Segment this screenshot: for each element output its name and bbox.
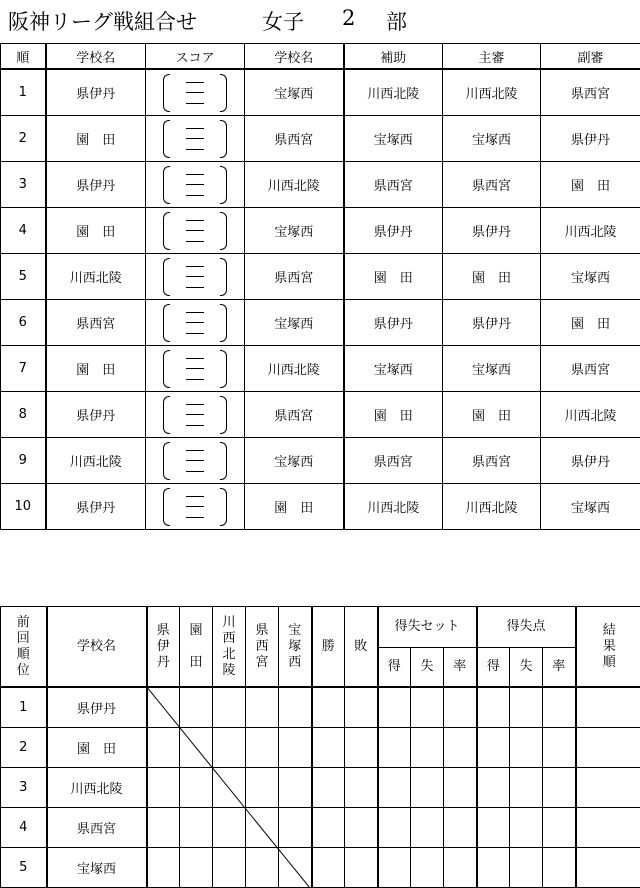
schedule-header-cell: スコア — [146, 44, 245, 70]
auxiliary-referee: 宝塚西 — [344, 116, 443, 162]
school-b: 宝塚西 — [245, 300, 344, 346]
school-a: 川西北陵 — [46, 438, 146, 484]
final-rank-cell — [576, 768, 640, 808]
stat-subheader: 率 — [444, 648, 477, 688]
school-b: 県西宮 — [245, 116, 344, 162]
stat-subheader: 率 — [543, 648, 576, 688]
win-cell — [312, 768, 345, 808]
result-cell — [180, 768, 213, 808]
schedule-header-cell: 学校名 — [46, 44, 146, 70]
standings-header-row — [1, 607, 640, 648]
main-referee: 川西北陵 — [443, 69, 541, 116]
match-number: 4 — [1, 208, 46, 254]
win-cell — [312, 687, 345, 728]
schedule-row — [1, 162, 640, 208]
set-stat-cell — [411, 728, 444, 768]
sub-referee: 川西北陵 — [541, 392, 640, 438]
result-cell — [246, 808, 279, 848]
result-cell — [279, 848, 312, 888]
set-stat-cell — [411, 848, 444, 888]
prev-rank: 3 — [1, 768, 47, 808]
schedule-row — [1, 208, 640, 254]
title-main: 阪神リーグ戦組合せ — [8, 10, 197, 34]
loss-cell — [345, 808, 378, 848]
main-referee: 宝塚西 — [443, 346, 541, 392]
standings-school: 宝塚西 — [47, 848, 147, 888]
set-stat-cell — [411, 687, 444, 728]
standings-row — [1, 687, 640, 728]
set-stat-cell — [378, 687, 411, 728]
standings-school: 園 田 — [47, 728, 147, 768]
loss-cell — [345, 687, 378, 728]
opponent-header: 川 西 北 陵 — [213, 607, 246, 688]
schedule-row — [1, 392, 640, 438]
point-stat-cell — [510, 768, 543, 808]
schedule-header-cell: 補助 — [344, 44, 443, 70]
school-b: 宝塚西 — [245, 438, 344, 484]
standings-school: 県西宮 — [47, 808, 147, 848]
result-cell — [180, 808, 213, 848]
prev-rank: 2 — [1, 728, 47, 768]
standings-row — [1, 728, 640, 768]
school-b: 県西宮 — [245, 392, 344, 438]
match-number: 3 — [1, 162, 46, 208]
result-cell — [147, 848, 180, 888]
result-cell — [147, 728, 180, 768]
result-cell — [147, 808, 180, 848]
auxiliary-referee: 県伊丹 — [344, 208, 443, 254]
stat-subheader: 失 — [411, 648, 444, 688]
result-cell — [279, 687, 312, 728]
point-stat-cell — [477, 848, 510, 888]
opponent-header: 県 伊 丹 — [147, 607, 180, 688]
schedule-row — [1, 300, 640, 346]
loss-cell — [345, 768, 378, 808]
auxiliary-referee: 宝塚西 — [344, 346, 443, 392]
score-brackets — [163, 486, 227, 528]
schedule-table — [0, 43, 640, 530]
main-referee: 県伊丹 — [443, 208, 541, 254]
school-a: 県伊丹 — [46, 392, 146, 438]
point-stat-cell — [543, 728, 576, 768]
schedule-row — [1, 116, 640, 162]
stat-subheader: 得 — [477, 648, 510, 688]
loss-cell — [345, 728, 378, 768]
school-b: 宝塚西 — [245, 69, 344, 116]
set-header: 得失セット — [378, 607, 477, 648]
set-stat-cell — [444, 687, 477, 728]
final-rank-cell — [576, 848, 640, 888]
score-brackets — [163, 256, 227, 298]
score-cell — [146, 438, 245, 484]
score-cell — [146, 162, 245, 208]
main-referee: 園 田 — [443, 254, 541, 300]
point-stat-cell — [543, 687, 576, 728]
school-b: 園 田 — [245, 484, 344, 530]
set-stat-cell — [444, 768, 477, 808]
score-cell — [146, 208, 245, 254]
match-number: 5 — [1, 254, 46, 300]
opponent-header: 宝 塚 西 — [279, 607, 312, 688]
sub-referee: 宝塚西 — [541, 484, 640, 530]
title-number: 2 — [342, 6, 356, 30]
opponent-header: 県 西 宮 — [246, 607, 279, 688]
result-cell — [213, 687, 246, 728]
schedule-header-row — [1, 44, 640, 70]
opponent-header: 園 田 — [180, 607, 213, 688]
standings-row — [1, 848, 640, 888]
score-brackets — [163, 210, 227, 252]
title-division: 女子 — [262, 10, 304, 34]
set-stat-cell — [411, 808, 444, 848]
sub-referee: 県西宮 — [541, 346, 640, 392]
match-number: 8 — [1, 392, 46, 438]
score-brackets — [163, 302, 227, 344]
result-cell — [213, 808, 246, 848]
standings-row — [1, 808, 640, 848]
sub-referee: 園 田 — [541, 300, 640, 346]
score-cell — [146, 392, 245, 438]
point-stat-cell — [510, 848, 543, 888]
schedule-header-cell: 順 — [1, 44, 46, 70]
point-stat-cell — [510, 687, 543, 728]
match-number: 7 — [1, 346, 46, 392]
schedule-header-cell: 主審 — [443, 44, 541, 70]
score-brackets — [163, 72, 227, 114]
auxiliary-referee: 園 田 — [344, 392, 443, 438]
stat-subheader: 失 — [510, 648, 543, 688]
score-cell — [146, 300, 245, 346]
win-cell — [312, 848, 345, 888]
result-cell — [213, 768, 246, 808]
result-cell — [279, 768, 312, 808]
win-cell — [312, 808, 345, 848]
main-referee: 県西宮 — [443, 162, 541, 208]
match-number: 10 — [1, 484, 46, 530]
schedule-row — [1, 254, 640, 300]
school-header: 学校名 — [47, 607, 147, 688]
loss-cell — [345, 848, 378, 888]
point-stat-cell — [477, 728, 510, 768]
schedule-header-cell: 学校名 — [245, 44, 344, 70]
set-stat-cell — [411, 768, 444, 808]
score-cell — [146, 484, 245, 530]
result-cell — [246, 768, 279, 808]
sub-referee: 県西宮 — [541, 69, 640, 116]
standings-school: 川西北陵 — [47, 768, 147, 808]
standings-school: 県伊丹 — [47, 687, 147, 728]
main-referee: 県西宮 — [443, 438, 541, 484]
auxiliary-referee: 県伊丹 — [344, 300, 443, 346]
match-number: 9 — [1, 438, 46, 484]
prev-rank: 5 — [1, 848, 47, 888]
main-referee: 川西北陵 — [443, 484, 541, 530]
result-cell — [213, 728, 246, 768]
score-cell — [146, 254, 245, 300]
school-a: 県伊丹 — [46, 69, 146, 116]
match-number: 2 — [1, 116, 46, 162]
result-cell — [279, 808, 312, 848]
school-a: 園 田 — [46, 208, 146, 254]
sub-referee: 園 田 — [541, 162, 640, 208]
point-stat-cell — [543, 848, 576, 888]
title-suffix: 部 — [386, 10, 407, 34]
school-a: 園 田 — [46, 346, 146, 392]
score-brackets — [163, 118, 227, 160]
schedule-row — [1, 484, 640, 530]
stat-subheader: 得 — [378, 648, 411, 688]
page-title — [6, 2, 626, 36]
final-rank-cell — [576, 728, 640, 768]
set-stat-cell — [378, 848, 411, 888]
score-brackets — [163, 440, 227, 482]
score-cell — [146, 69, 245, 116]
score-cell — [146, 346, 245, 392]
standings-row — [1, 768, 640, 808]
main-referee: 宝塚西 — [443, 116, 541, 162]
set-stat-cell — [378, 768, 411, 808]
result-cell — [213, 848, 246, 888]
standings-table — [0, 606, 640, 888]
prev-rank-header: 前 回 順 位 — [1, 607, 47, 688]
point-stat-cell — [510, 728, 543, 768]
auxiliary-referee: 川西北陵 — [344, 69, 443, 116]
final-rank-cell — [576, 687, 640, 728]
auxiliary-referee: 園 田 — [344, 254, 443, 300]
set-stat-cell — [378, 728, 411, 768]
loss-header: 敗 — [345, 607, 378, 688]
school-a: 県伊丹 — [46, 162, 146, 208]
schedule-row — [1, 438, 640, 484]
prev-rank: 4 — [1, 808, 47, 848]
auxiliary-referee: 川西北陵 — [344, 484, 443, 530]
result-cell — [246, 728, 279, 768]
schedule-row — [1, 346, 640, 392]
score-brackets — [163, 394, 227, 436]
result-cell — [147, 768, 180, 808]
point-stat-cell — [477, 768, 510, 808]
school-b: 宝塚西 — [245, 208, 344, 254]
result-cell — [246, 848, 279, 888]
auxiliary-referee: 県西宮 — [344, 162, 443, 208]
match-number: 1 — [1, 69, 46, 116]
final-rank-cell — [576, 808, 640, 848]
set-stat-cell — [378, 808, 411, 848]
result-cell — [246, 687, 279, 728]
sub-referee: 宝塚西 — [541, 254, 640, 300]
sub-referee: 県伊丹 — [541, 116, 640, 162]
sub-referee: 川西北陵 — [541, 208, 640, 254]
result-cell — [147, 687, 180, 728]
result-header: 結 果 順 — [576, 607, 640, 688]
score-brackets — [163, 164, 227, 206]
point-stat-cell — [543, 808, 576, 848]
point-stat-cell — [543, 768, 576, 808]
sub-referee: 県伊丹 — [541, 438, 640, 484]
school-a: 県伊丹 — [46, 484, 146, 530]
main-referee: 県伊丹 — [443, 300, 541, 346]
school-b: 川西北陵 — [245, 346, 344, 392]
set-stat-cell — [444, 808, 477, 848]
school-b: 川西北陵 — [245, 162, 344, 208]
point-header: 得失点 — [477, 607, 576, 648]
set-stat-cell — [444, 848, 477, 888]
result-cell — [180, 687, 213, 728]
school-a: 県西宮 — [46, 300, 146, 346]
auxiliary-referee: 県西宮 — [344, 438, 443, 484]
result-cell — [180, 728, 213, 768]
score-cell — [146, 116, 245, 162]
point-stat-cell — [477, 687, 510, 728]
result-cell — [180, 848, 213, 888]
result-cell — [279, 728, 312, 768]
school-a: 園 田 — [46, 116, 146, 162]
point-stat-cell — [477, 808, 510, 848]
point-stat-cell — [510, 808, 543, 848]
score-brackets — [163, 348, 227, 390]
set-stat-cell — [444, 728, 477, 768]
school-a: 川西北陵 — [46, 254, 146, 300]
win-header: 勝 — [312, 607, 345, 688]
main-referee: 園 田 — [443, 392, 541, 438]
schedule-row — [1, 69, 640, 116]
schedule-header-cell: 副審 — [541, 44, 640, 70]
prev-rank: 1 — [1, 687, 47, 728]
win-cell — [312, 728, 345, 768]
match-number: 6 — [1, 300, 46, 346]
school-b: 県西宮 — [245, 254, 344, 300]
